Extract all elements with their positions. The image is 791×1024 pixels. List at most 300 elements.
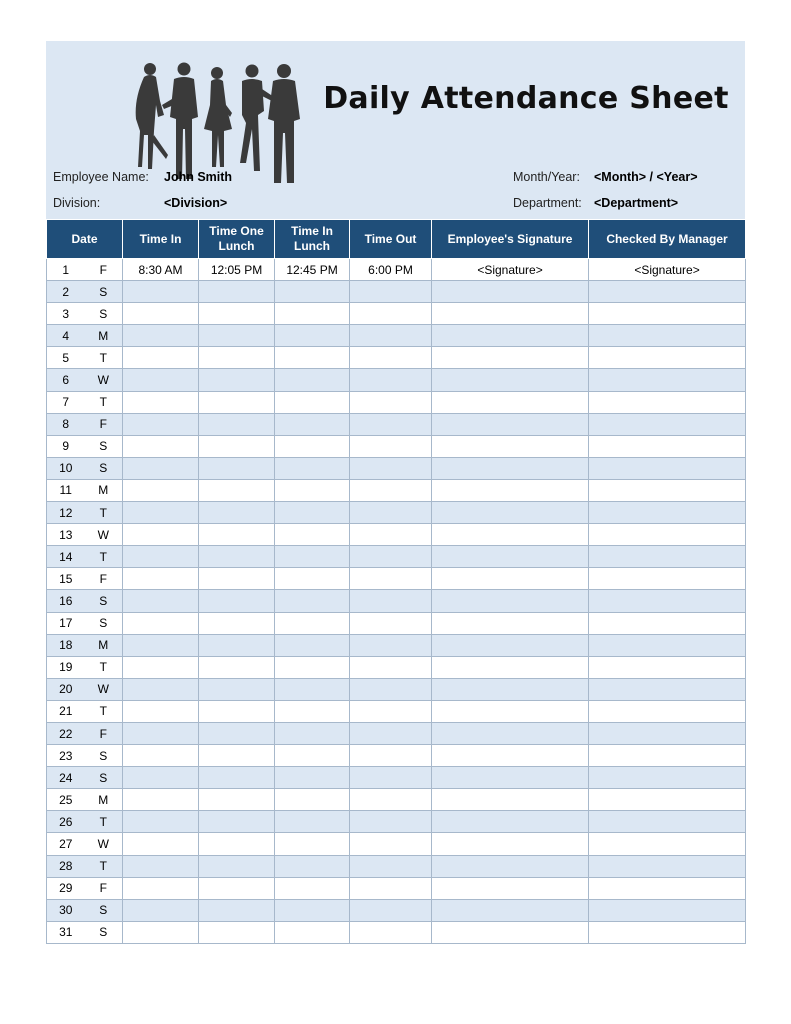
- column-header-time-out: Time Out: [350, 220, 432, 259]
- time-out-cell[interactable]: [350, 502, 432, 524]
- table-row: [47, 590, 746, 612]
- time-out-lunch-cell[interactable]: [199, 457, 275, 479]
- date-number-cell: 23: [47, 745, 85, 767]
- table-row: [47, 546, 746, 568]
- date-number-cell: 3: [47, 303, 85, 325]
- employee-signature-cell[interactable]: [432, 789, 589, 811]
- time-in-lunch-cell[interactable]: [275, 745, 350, 767]
- date-number-cell: 8: [47, 413, 85, 435]
- employee-signature-cell[interactable]: [432, 767, 589, 789]
- employee-signature-cell[interactable]: [432, 855, 589, 877]
- time-out-lunch-cell[interactable]: [199, 435, 275, 457]
- employee-signature-cell[interactable]: [432, 745, 589, 767]
- weekday-cell: F: [85, 413, 123, 435]
- employee-signature-cell[interactable]: [432, 347, 589, 369]
- employee-signature-cell[interactable]: [432, 281, 589, 303]
- weekday-cell: T: [85, 855, 123, 877]
- time-out-cell[interactable]: [350, 899, 432, 921]
- column-header-time-in-lunch: Time In Lunch: [275, 220, 350, 259]
- manager-check-cell[interactable]: [589, 678, 746, 700]
- time-in-cell[interactable]: [123, 833, 199, 855]
- time-in-lunch-cell[interactable]: [275, 502, 350, 524]
- column-header-time-in: Time In: [123, 220, 199, 259]
- time-out-cell[interactable]: [350, 590, 432, 612]
- time-in-cell[interactable]: [123, 457, 199, 479]
- weekday-cell: W: [85, 524, 123, 546]
- time-in-lunch-cell[interactable]: [275, 722, 350, 744]
- time-out-cell[interactable]: [350, 413, 432, 435]
- time-in-lunch-cell[interactable]: [275, 347, 350, 369]
- time-in-cell[interactable]: [123, 590, 199, 612]
- date-number-cell: 17: [47, 612, 85, 634]
- time-in-lunch-cell[interactable]: [275, 656, 350, 678]
- date-number-cell: 22: [47, 722, 85, 744]
- date-number-cell: 18: [47, 634, 85, 656]
- attendance-sheet: [46, 41, 745, 944]
- time-out-lunch-cell[interactable]: [199, 700, 275, 722]
- table-row: [47, 899, 746, 921]
- date-number-cell: 10: [47, 457, 85, 479]
- manager-check-cell[interactable]: [589, 479, 746, 501]
- weekday-cell: W: [85, 369, 123, 391]
- employee-signature-cell[interactable]: [432, 435, 589, 457]
- employee-signature-cell[interactable]: [432, 722, 589, 744]
- time-out-cell[interactable]: [350, 568, 432, 590]
- date-number-cell: 24: [47, 767, 85, 789]
- time-out-cell[interactable]: [350, 325, 432, 347]
- table-row: [47, 457, 746, 479]
- time-in-cell[interactable]: [123, 855, 199, 877]
- table-row: [47, 524, 746, 546]
- time-in-cell[interactable]: [123, 524, 199, 546]
- date-number-cell: 14: [47, 546, 85, 568]
- table-row: [47, 369, 746, 391]
- time-out-lunch-cell[interactable]: [199, 634, 275, 656]
- time-in-lunch-cell[interactable]: [275, 899, 350, 921]
- time-in-cell[interactable]: [123, 347, 199, 369]
- time-in-lunch-cell[interactable]: [275, 767, 350, 789]
- table-header-row: [47, 220, 746, 259]
- manager-check-cell[interactable]: [589, 877, 746, 899]
- weekday-cell: F: [85, 568, 123, 590]
- time-out-cell[interactable]: [350, 347, 432, 369]
- column-header-employee-signature: Employee's Signature: [432, 220, 589, 259]
- weekday-cell: S: [85, 281, 123, 303]
- time-out-cell[interactable]: [350, 479, 432, 501]
- time-out-lunch-cell[interactable]: [199, 811, 275, 833]
- weekday-cell: W: [85, 833, 123, 855]
- time-in-lunch-cell[interactable]: [275, 612, 350, 634]
- time-in-lunch-cell[interactable]: [275, 546, 350, 568]
- time-in-cell[interactable]: [123, 612, 199, 634]
- manager-check-cell[interactable]: [589, 700, 746, 722]
- time-in-lunch-cell[interactable]: [275, 303, 350, 325]
- table-row: [47, 833, 746, 855]
- weekday-cell: M: [85, 479, 123, 501]
- time-out-cell[interactable]: [350, 546, 432, 568]
- time-out-lunch-cell[interactable]: [199, 789, 275, 811]
- time-out-cell[interactable]: [350, 811, 432, 833]
- time-in-lunch-cell[interactable]: [275, 855, 350, 877]
- time-in-cell[interactable]: 8:30 AM: [123, 259, 199, 281]
- time-in-cell[interactable]: [123, 921, 199, 943]
- time-out-lunch-cell[interactable]: [199, 391, 275, 413]
- time-in-lunch-cell[interactable]: [275, 524, 350, 546]
- time-out-cell[interactable]: [350, 391, 432, 413]
- manager-check-cell[interactable]: [589, 656, 746, 678]
- employee-signature-cell[interactable]: [432, 303, 589, 325]
- time-out-cell[interactable]: [350, 722, 432, 744]
- time-out-lunch-cell[interactable]: [199, 369, 275, 391]
- department-value: <Department>: [594, 196, 679, 210]
- date-number-cell: 13: [47, 524, 85, 546]
- table-row: [47, 413, 746, 435]
- table-row: [47, 391, 746, 413]
- table-row: [47, 877, 746, 899]
- weekday-cell: F: [85, 877, 123, 899]
- table-row: [47, 700, 746, 722]
- employee-signature-cell[interactable]: [432, 479, 589, 501]
- date-number-cell: 2: [47, 281, 85, 303]
- date-number-cell: 20: [47, 678, 85, 700]
- time-in-lunch-cell[interactable]: [275, 811, 350, 833]
- time-out-cell[interactable]: [350, 855, 432, 877]
- date-number-cell: 9: [47, 435, 85, 457]
- manager-check-cell[interactable]: [589, 634, 746, 656]
- weekday-cell: T: [85, 700, 123, 722]
- time-in-lunch-cell[interactable]: [275, 435, 350, 457]
- employee-signature-cell[interactable]: [432, 413, 589, 435]
- time-out-lunch-cell[interactable]: [199, 855, 275, 877]
- date-number-cell: 21: [47, 700, 85, 722]
- time-out-cell[interactable]: [350, 457, 432, 479]
- table-row: [47, 767, 746, 789]
- table-row: [47, 656, 746, 678]
- time-in-cell[interactable]: [123, 413, 199, 435]
- date-number-cell: 12: [47, 502, 85, 524]
- manager-check-cell[interactable]: [589, 303, 746, 325]
- manager-check-cell[interactable]: [589, 722, 746, 744]
- time-out-cell[interactable]: [350, 700, 432, 722]
- employee-signature-cell[interactable]: [432, 811, 589, 833]
- time-out-lunch-cell[interactable]: [199, 877, 275, 899]
- time-out-cell[interactable]: [350, 281, 432, 303]
- time-out-cell[interactable]: [350, 656, 432, 678]
- time-out-lunch-cell[interactable]: [199, 612, 275, 634]
- weekday-cell: S: [85, 435, 123, 457]
- table-row: [47, 325, 746, 347]
- employee-signature-cell[interactable]: [432, 921, 589, 943]
- time-out-cell[interactable]: [350, 612, 432, 634]
- time-out-lunch-cell[interactable]: [199, 656, 275, 678]
- time-in-cell[interactable]: [123, 479, 199, 501]
- weekday-cell: T: [85, 656, 123, 678]
- table-row: [47, 678, 746, 700]
- time-in-lunch-cell[interactable]: 12:45 PM: [275, 259, 350, 281]
- time-out-cell[interactable]: 6:00 PM: [350, 259, 432, 281]
- weekday-cell: M: [85, 789, 123, 811]
- time-out-cell[interactable]: [350, 877, 432, 899]
- time-in-lunch-cell[interactable]: [275, 369, 350, 391]
- table-row: [47, 259, 746, 281]
- employee-signature-cell[interactable]: [432, 325, 589, 347]
- time-in-cell[interactable]: [123, 568, 199, 590]
- manager-check-cell[interactable]: [589, 391, 746, 413]
- time-in-lunch-cell[interactable]: [275, 568, 350, 590]
- time-in-cell[interactable]: [123, 678, 199, 700]
- time-in-cell[interactable]: [123, 435, 199, 457]
- employee-signature-cell[interactable]: [432, 546, 589, 568]
- table-row: [47, 789, 746, 811]
- manager-check-cell[interactable]: [589, 921, 746, 943]
- table-row: [47, 347, 746, 369]
- business-people-silhouette-image: [128, 59, 308, 185]
- date-number-cell: 16: [47, 590, 85, 612]
- division-label: Division:: [53, 196, 101, 210]
- time-out-lunch-cell[interactable]: 12:05 PM: [199, 259, 275, 281]
- manager-check-cell[interactable]: [589, 457, 746, 479]
- time-in-lunch-cell[interactable]: [275, 590, 350, 612]
- table-row: [47, 568, 746, 590]
- table-row: [47, 435, 746, 457]
- date-number-cell: 27: [47, 833, 85, 855]
- time-out-lunch-cell[interactable]: [199, 347, 275, 369]
- manager-check-cell[interactable]: [589, 899, 746, 921]
- weekday-cell: S: [85, 590, 123, 612]
- time-out-lunch-cell[interactable]: [199, 678, 275, 700]
- table-row: [47, 281, 746, 303]
- manager-check-cell[interactable]: [589, 546, 746, 568]
- time-in-cell[interactable]: [123, 303, 199, 325]
- manager-check-cell[interactable]: [589, 612, 746, 634]
- sheet-header: [46, 41, 745, 219]
- time-out-lunch-cell[interactable]: [199, 899, 275, 921]
- time-in-lunch-cell[interactable]: [275, 325, 350, 347]
- weekday-cell: S: [85, 899, 123, 921]
- time-in-lunch-cell[interactable]: [275, 391, 350, 413]
- employee-signature-cell[interactable]: <Signature>: [432, 259, 589, 281]
- time-out-cell[interactable]: [350, 634, 432, 656]
- time-out-lunch-cell[interactable]: [199, 479, 275, 501]
- manager-check-cell[interactable]: [589, 745, 746, 767]
- time-out-lunch-cell[interactable]: [199, 722, 275, 744]
- time-out-cell[interactable]: [350, 303, 432, 325]
- time-in-cell[interactable]: [123, 369, 199, 391]
- time-out-cell[interactable]: [350, 435, 432, 457]
- weekday-cell: T: [85, 502, 123, 524]
- employee-name-label: Employee Name:: [53, 170, 149, 184]
- date-number-cell: 29: [47, 877, 85, 899]
- time-in-cell[interactable]: [123, 789, 199, 811]
- time-out-cell[interactable]: [350, 745, 432, 767]
- manager-check-cell[interactable]: [589, 590, 746, 612]
- manager-check-cell[interactable]: [589, 767, 746, 789]
- employee-signature-cell[interactable]: [432, 524, 589, 546]
- time-in-cell[interactable]: [123, 634, 199, 656]
- time-out-cell[interactable]: [350, 789, 432, 811]
- attendance-table: [46, 219, 746, 944]
- time-in-lunch-cell[interactable]: [275, 413, 350, 435]
- time-in-lunch-cell[interactable]: [275, 479, 350, 501]
- manager-check-cell[interactable]: [589, 833, 746, 855]
- time-in-lunch-cell[interactable]: [275, 833, 350, 855]
- date-number-cell: 7: [47, 391, 85, 413]
- time-out-lunch-cell[interactable]: [199, 524, 275, 546]
- weekday-cell: M: [85, 325, 123, 347]
- time-in-cell[interactable]: [123, 391, 199, 413]
- time-out-lunch-cell[interactable]: [199, 767, 275, 789]
- weekday-cell: S: [85, 303, 123, 325]
- table-row: [47, 303, 746, 325]
- manager-check-cell[interactable]: [589, 369, 746, 391]
- date-number-cell: 28: [47, 855, 85, 877]
- time-in-cell[interactable]: [123, 700, 199, 722]
- table-row: [47, 745, 746, 767]
- month-year-label: Month/Year:: [513, 170, 580, 184]
- table-row: [47, 855, 746, 877]
- time-out-lunch-cell[interactable]: [199, 413, 275, 435]
- manager-check-cell[interactable]: [589, 811, 746, 833]
- time-in-lunch-cell[interactable]: [275, 678, 350, 700]
- column-header-time-out-lunch: Time One Lunch: [199, 220, 275, 259]
- employee-signature-cell[interactable]: [432, 612, 589, 634]
- manager-check-cell[interactable]: [589, 524, 746, 546]
- time-in-lunch-cell[interactable]: [275, 921, 350, 943]
- employee-signature-cell[interactable]: [432, 568, 589, 590]
- time-in-cell[interactable]: [123, 877, 199, 899]
- date-number-cell: 4: [47, 325, 85, 347]
- manager-check-cell[interactable]: [589, 435, 746, 457]
- time-out-lunch-cell[interactable]: [199, 502, 275, 524]
- employee-signature-cell[interactable]: [432, 634, 589, 656]
- time-out-cell[interactable]: [350, 678, 432, 700]
- time-out-lunch-cell[interactable]: [199, 568, 275, 590]
- table-row: [47, 722, 746, 744]
- time-in-lunch-cell[interactable]: [275, 281, 350, 303]
- time-in-cell[interactable]: [123, 546, 199, 568]
- time-out-cell[interactable]: [350, 833, 432, 855]
- time-in-lunch-cell[interactable]: [275, 877, 350, 899]
- division-value: <Division>: [164, 196, 228, 210]
- time-out-lunch-cell[interactable]: [199, 833, 275, 855]
- table-row: [47, 921, 746, 943]
- date-number-cell: 5: [47, 347, 85, 369]
- month-year-value: <Month> / <Year>: [594, 170, 698, 184]
- time-out-lunch-cell[interactable]: [199, 325, 275, 347]
- date-number-cell: 11: [47, 479, 85, 501]
- time-in-lunch-cell[interactable]: [275, 634, 350, 656]
- time-out-cell[interactable]: [350, 921, 432, 943]
- manager-check-cell[interactable]: [589, 855, 746, 877]
- time-in-lunch-cell[interactable]: [275, 457, 350, 479]
- manager-check-cell[interactable]: [589, 413, 746, 435]
- column-header-date: Date: [47, 220, 123, 259]
- weekday-cell: S: [85, 457, 123, 479]
- weekday-cell: T: [85, 391, 123, 413]
- employee-signature-cell[interactable]: [432, 899, 589, 921]
- manager-check-cell[interactable]: <Signature>: [589, 259, 746, 281]
- employee-name-value: John Smith: [164, 170, 233, 184]
- time-out-lunch-cell[interactable]: [199, 281, 275, 303]
- date-number-cell: 19: [47, 656, 85, 678]
- date-number-cell: 15: [47, 568, 85, 590]
- manager-check-cell[interactable]: [589, 325, 746, 347]
- time-out-cell[interactable]: [350, 369, 432, 391]
- time-in-cell[interactable]: [123, 325, 199, 347]
- employee-signature-cell[interactable]: [432, 700, 589, 722]
- table-row: [47, 634, 746, 656]
- table-row: [47, 502, 746, 524]
- date-number-cell: 25: [47, 789, 85, 811]
- time-out-lunch-cell[interactable]: [199, 546, 275, 568]
- date-number-cell: 6: [47, 369, 85, 391]
- time-in-cell[interactable]: [123, 745, 199, 767]
- time-in-cell[interactable]: [123, 502, 199, 524]
- weekday-cell: W: [85, 678, 123, 700]
- employee-signature-cell[interactable]: [432, 590, 589, 612]
- time-out-lunch-cell[interactable]: [199, 303, 275, 325]
- weekday-cell: F: [85, 722, 123, 744]
- time-out-cell[interactable]: [350, 524, 432, 546]
- weekday-cell: S: [85, 612, 123, 634]
- employee-signature-cell[interactable]: [432, 502, 589, 524]
- time-in-cell[interactable]: [123, 811, 199, 833]
- employee-signature-cell[interactable]: [432, 678, 589, 700]
- weekday-cell: F: [85, 259, 123, 281]
- employee-signature-cell[interactable]: [432, 833, 589, 855]
- manager-check-cell[interactable]: [589, 347, 746, 369]
- employee-signature-cell[interactable]: [432, 369, 589, 391]
- time-out-cell[interactable]: [350, 767, 432, 789]
- column-header-checked-by-manager: Checked By Manager: [589, 220, 746, 259]
- time-in-cell[interactable]: [123, 899, 199, 921]
- manager-check-cell[interactable]: [589, 502, 746, 524]
- time-in-cell[interactable]: [123, 767, 199, 789]
- weekday-cell: S: [85, 767, 123, 789]
- manager-check-cell[interactable]: [589, 789, 746, 811]
- page-title: Daily Attendance Sheet: [323, 81, 729, 116]
- time-out-lunch-cell[interactable]: [199, 745, 275, 767]
- time-in-lunch-cell[interactable]: [275, 789, 350, 811]
- employee-signature-cell[interactable]: [432, 877, 589, 899]
- table-row: [47, 811, 746, 833]
- time-out-lunch-cell[interactable]: [199, 921, 275, 943]
- manager-check-cell[interactable]: [589, 281, 746, 303]
- time-in-cell[interactable]: [123, 656, 199, 678]
- weekday-cell: M: [85, 634, 123, 656]
- employee-signature-cell[interactable]: [432, 457, 589, 479]
- date-number-cell: 26: [47, 811, 85, 833]
- date-number-cell: 30: [47, 899, 85, 921]
- weekday-cell: T: [85, 347, 123, 369]
- time-in-cell[interactable]: [123, 722, 199, 744]
- weekday-cell: T: [85, 546, 123, 568]
- table-row: [47, 479, 746, 501]
- employee-signature-cell[interactable]: [432, 391, 589, 413]
- date-number-cell: 1: [47, 259, 85, 281]
- table-row: [47, 612, 746, 634]
- weekday-cell: S: [85, 921, 123, 943]
- weekday-cell: T: [85, 811, 123, 833]
- time-in-cell[interactable]: [123, 281, 199, 303]
- date-number-cell: 31: [47, 921, 85, 943]
- time-in-lunch-cell[interactable]: [275, 700, 350, 722]
- time-out-lunch-cell[interactable]: [199, 590, 275, 612]
- department-label: Department:: [513, 196, 582, 210]
- employee-signature-cell[interactable]: [432, 656, 589, 678]
- weekday-cell: S: [85, 745, 123, 767]
- manager-check-cell[interactable]: [589, 568, 746, 590]
